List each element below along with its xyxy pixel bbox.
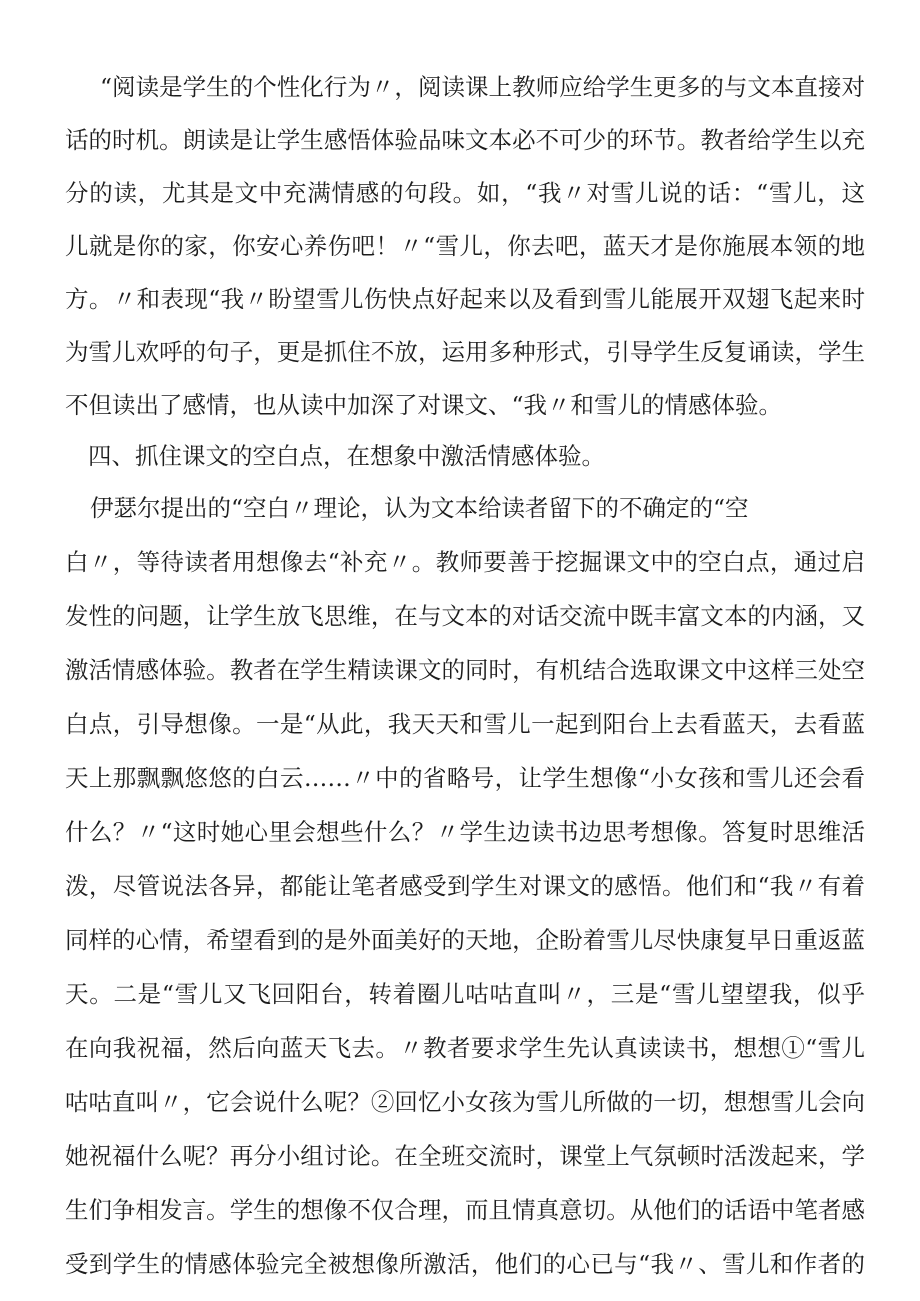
paragraph-2-line-3: 发性的问题，让学生放飞思维，在与文本的对话交流中既丰富文本的内涵，又	[65, 602, 865, 630]
paragraph-1-line-7: 不但读出了感情，也从读中加深了对课文、“我〃和雪儿的情感体验。	[65, 391, 783, 419]
paragraph-2-line-6: 天上那飘飘悠悠的白云……〃中的省略号，让学生想像“小女孩和雪儿还会看	[65, 764, 865, 792]
paragraph-1-line-6: 为雪儿欢呼的句子，更是抓住不放，运用多种形式，引导学生反复诵读，学生	[65, 338, 865, 366]
paragraph-2-line-2: 白〃，等待读者用想像去“补充〃。教师要善于挖掘课文中的空白点，通过启	[65, 548, 865, 576]
paragraph-1-line-3: 分的读，尤其是文中充满情感的句段。如，“我〃对雪儿说的话：“雪儿，这	[65, 179, 865, 207]
paragraph-2-line-14: 生们争相发言。学生的想像不仅合理，而且情真意切。从他们的话语中笔者感	[65, 1196, 865, 1224]
paragraph-2-line-12: 咕咕直叫〃，它会说什么呢？②回忆小女孩为雪儿所做的一切，想想雪儿会向	[65, 1088, 865, 1116]
paragraph-2-line-10: 天。二是“雪儿又飞回阳台，转着圈儿咕咕直叫〃，三是“雪儿望望我，似乎	[65, 980, 865, 1008]
paragraph-2-line-9: 同样的心情，希望看到的是外面美好的天地，企盼着雪儿尽快康复早日重返蓝	[65, 926, 865, 954]
paragraph-1-line-4: 儿就是你的家，你安心养伤吧！〃“雪儿，你去吧，蓝天才是你施展本领的地	[65, 232, 865, 260]
paragraph-2-line-11: 在向我祝福，然后向蓝天飞去。〃教者要求学生先认真读读书，想想①“雪儿	[65, 1034, 865, 1062]
paragraph-2-line-7: 什么？〃“这时她心里会想些什么？〃学生边读书边思考想像。答复时思维活	[65, 818, 865, 846]
paragraph-1-line-2: 话的时机。朗读是让学生感悟体验品味文本必不可少的环节。教者给学生以充	[65, 126, 865, 154]
paragraph-1-line-1: “阅读是学生的个性化行为〃，阅读课上教师应给学生更多的与文本直接对	[100, 73, 865, 101]
paragraph-2-line-15: 受到学生的情感体验完全被想像所激活，他们的心已与“我〃、雪儿和作者的	[65, 1250, 865, 1278]
paragraph-2-line-1: 伊瑟尔提出的“空白〃理论，认为文本给读者留下的不确定的“空	[90, 494, 749, 522]
paragraph-2-line-4: 激活情感体验。教者在学生精读课文的同时，有机结合选取课文中这样三处空	[65, 656, 865, 684]
paragraph-2-line-5: 白点，引导想像。一是“从此，我天天和雪儿一起到阳台上去看蓝天，去看蓝	[65, 710, 865, 738]
paragraph-1-line-5: 方。〃和表现“我〃盼望雪儿伤快点好起来以及看到雪儿能展开双翅飞起来时	[65, 285, 865, 313]
paragraph-2-line-13: 她祝福什么呢？再分小组讨论。在全班交流时，课堂上气氛顿时活泼起来，学	[65, 1142, 865, 1170]
section-heading-4: 四、抓住课文的空白点，在想象中激活情感体验。	[88, 442, 605, 470]
paragraph-2-line-8: 泼，尽管说法各异，都能让笔者感受到学生对课文的感悟。他们和“我〃有着	[65, 872, 865, 900]
